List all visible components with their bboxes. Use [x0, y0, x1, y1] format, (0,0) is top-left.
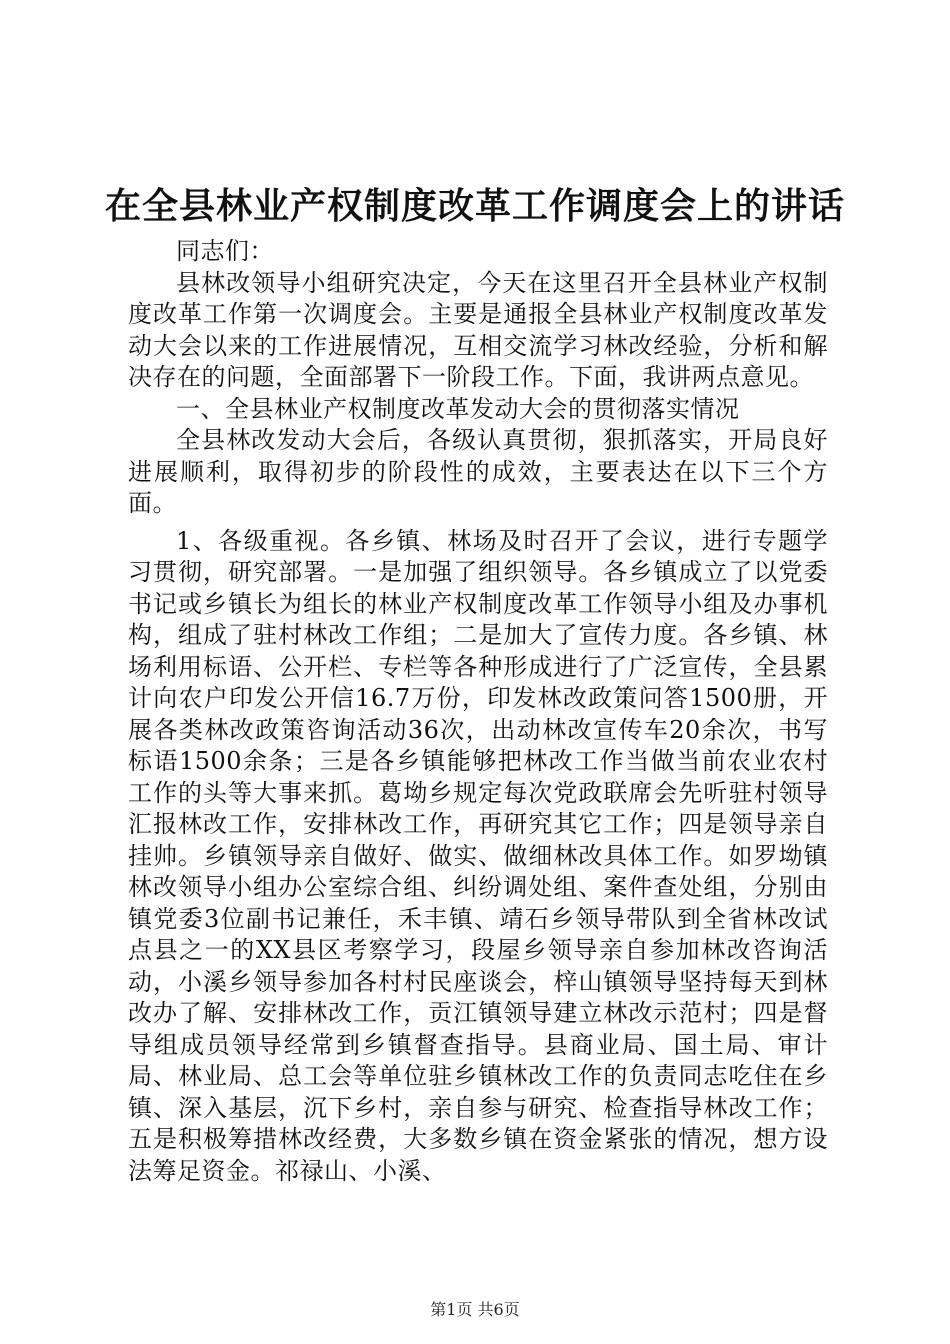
document-title: 在全县林业产权制度改革工作调度会上的讲话	[104, 186, 845, 227]
paragraph-intro: 县林改领导小组研究决定，今天在这里召开全县林业产权制度改革工作第一次调度会。主要是通报全县林业产权制度改革发动大会以来的工作进展情况，互相交流学习林改经验，分析和解决存在的问题，全面部署下一阶段工作。下面，我讲两点意见。	[128, 268, 828, 391]
salutation: 同志们：	[176, 237, 274, 265]
document-body	[128, 236, 828, 1187]
paragraph-summary: 全县林改发动大会后，各级认真贯彻，狠抓落实，开局良好进展顺利，取得初步的阶段性的成效，主要表达在以下三个方面。	[128, 426, 828, 517]
paragraph-point-1: 1、各级重视。各乡镇、林场及时召开了会议，进行专题学习贯彻，研究部署。一是加强了组织领导。各乡镇成立了以党委书记或乡镇长为组长的林业产权制度改革工作领导小组及办事机构，组成了驻村林改工作组；二是加大了宣传力度。各乡镇、林场利用标语、公开栏、专栏等各种形成进行了广泛宣传，全县累计向农户印发公开信16.7万份，印发林改政策问答1500册，开展各类林改政策咨询活动36次，出动林改宣传车20余次，书写标语1500余条；三是各乡镇能够把林改工作当做当前农业农村工作的头等大事来抓。葛坳乡规定每次党政联席会先听驻村领导汇报林改工作，安排林改工作，再研究其它工作；四是领导亲自挂帅。乡镇领导亲自做好、做实、做细林改具体工作。如罗坳镇林改领导小组办公室综合组、纠纷调处组、案件查处组，分别由镇党委3位副书记兼任，禾丰镇、靖石乡领导带队到全省林改试点县之一的XX县区考察学习，段屋乡领导亲自参加林改咨询活动，小溪乡领导参加各村村民座谈会，梓山镇领导坚持每天到林改办了解、安排林改工作，贡江镇领导建立林改示范村；四是督导组成员领导经常到乡镇督查指导。县商业局、国土局、审计局、林业局、总工会等单位驻乡镇林改工作的负责同志吃住在乡镇、深入基层，沉下乡村，亲自参与研究、检查指导林改工作；五是积极筹措林改经费，大多数乡镇在资金紧张的情况，想方设法筹足资金。祁禄山、小溪、	[128, 526, 828, 1185]
section-heading: 一、全县林业产权制度改革发动大会的贯彻落实情况	[176, 394, 740, 423]
page-footer: 第1页 共6页	[430, 1300, 520, 1319]
